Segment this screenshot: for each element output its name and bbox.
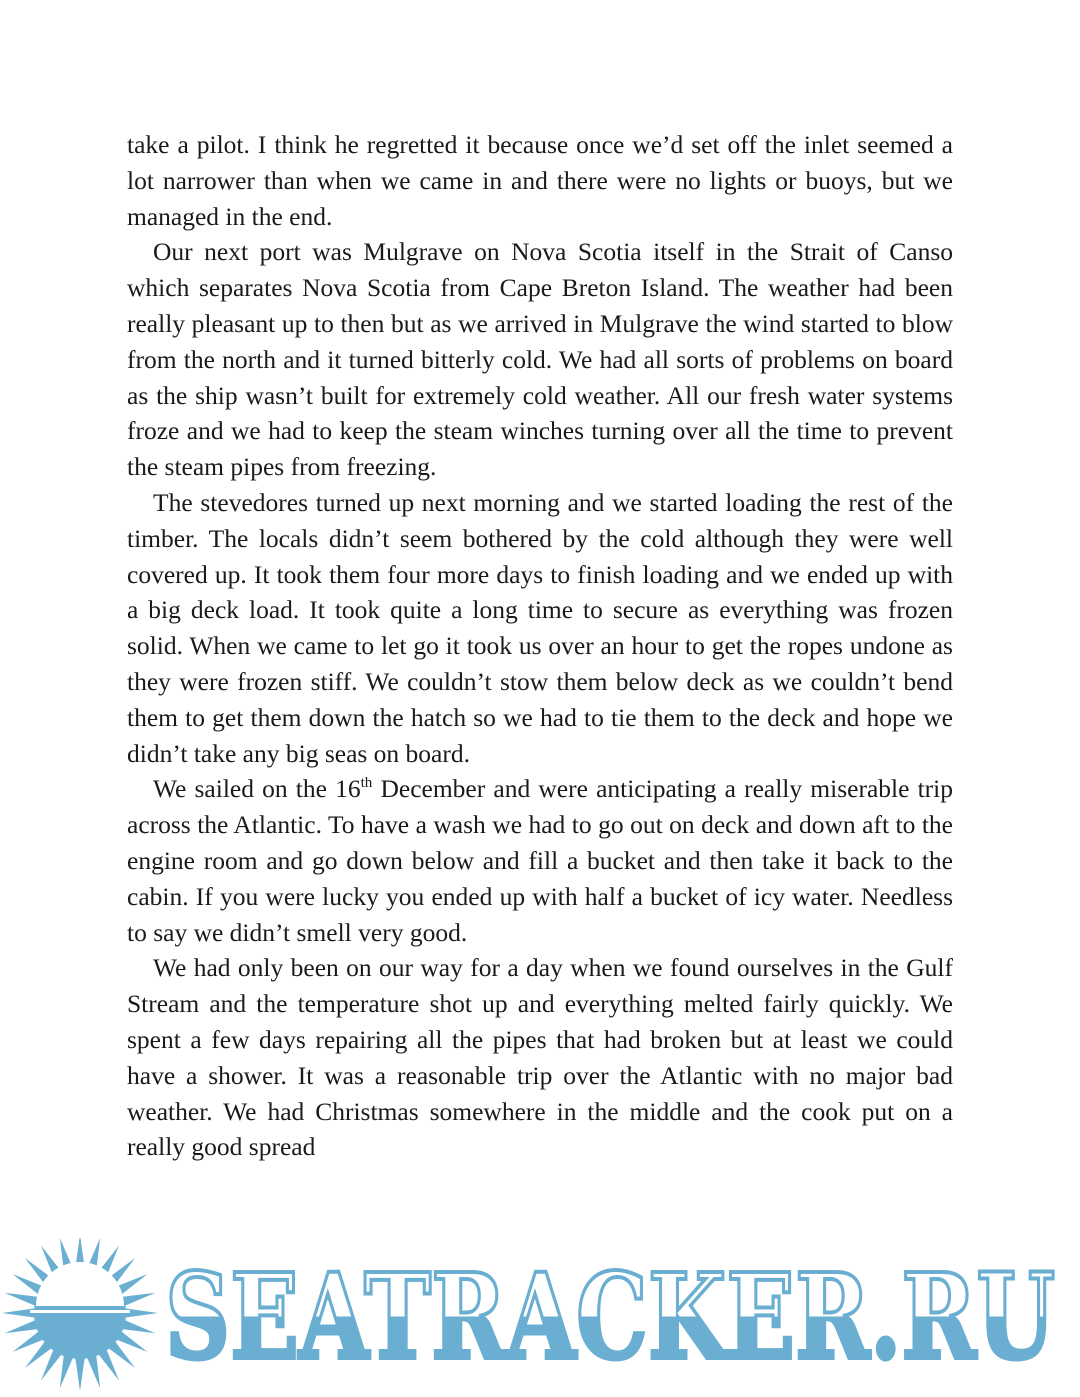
ordinal-superscript: th (360, 775, 373, 792)
sun-ray (75, 1357, 85, 1391)
paragraph-gulf-stream: We had only been on our way for a day when we found ourselves in the Gulf Stream and the temperature shot up and everything melted fairly quickly. We spent a few days repairing all the pipes that had broken but at least we could have a shower. It was a reasonable trip over the Atlantic with no major bad weather. We had Christmas somewhere in the middle and the cook put on a really good spread (127, 953, 953, 1162)
paragraph-mulgrave: Our next port was Mulgrave on Nova Scotia itself in the Strait of Canso which separates Nova Scotia from Cape Breton Island. The weather had been really pleasant up to then but as we arrived in Mulgrave the wind started to blow from the north and it turned bitterly cold. We had all sorts of problems on board as the ship wasn’t built for extremely cold weather. All our fresh water systems froze and we had to keep the steam winches turning over all the time to prevent the steam pipes from freezing. (127, 237, 953, 482)
sun-ray (121, 1320, 155, 1334)
sun-ray (87, 1354, 101, 1388)
paragraph-sailing (127, 771, 953, 950)
watermark-text: SEATRACKER.RU (165, 1247, 1055, 1386)
paragraph-stevedores: The stevedores turned up next morning and we started loading the rest of the timber. The locals didn’t seem bothered by the cold although they were well covered up. It took them four more days to finish loading and we ended up with a big deck load. It took quite a long time to secure as everything was frozen solid. When we came to let go it took us over an hour to get the ropes undone as they were frozen stiff. We couldn’t stow them below deck as we couldn’t bend them to get them down the hatch so we had to tie them to the deck and hope we didn’t take any big seas on board. (127, 487, 953, 768)
sun-ray (121, 1293, 155, 1307)
watermark-banner (0, 1238, 1080, 1397)
sun-icon (2, 1238, 158, 1391)
paragraph-sailing-rest: December and were anticipating a really miserable trip across the Atlantic. To have a wash we had to go out on deck and down aft to the engine room and go down below and fill a bucket and then take it back to the cabin. If you were lucky you ended up with half a bucket of icy water. Needless to say we didn’t smell very good. (127, 774, 953, 947)
sun-ray (5, 1293, 39, 1307)
paragraph-continuation: take a pilot. I think he regretted it because once we’d set off the inlet seemed a lot narrower than when we came in and there were no lights or buoys, but we managed in the end. (127, 130, 953, 231)
page-body-text (127, 127, 953, 1165)
paragraph-sailing-start: We sailed on the 16 (153, 774, 361, 804)
sun-ray (60, 1354, 74, 1388)
sun-ray (5, 1320, 39, 1334)
